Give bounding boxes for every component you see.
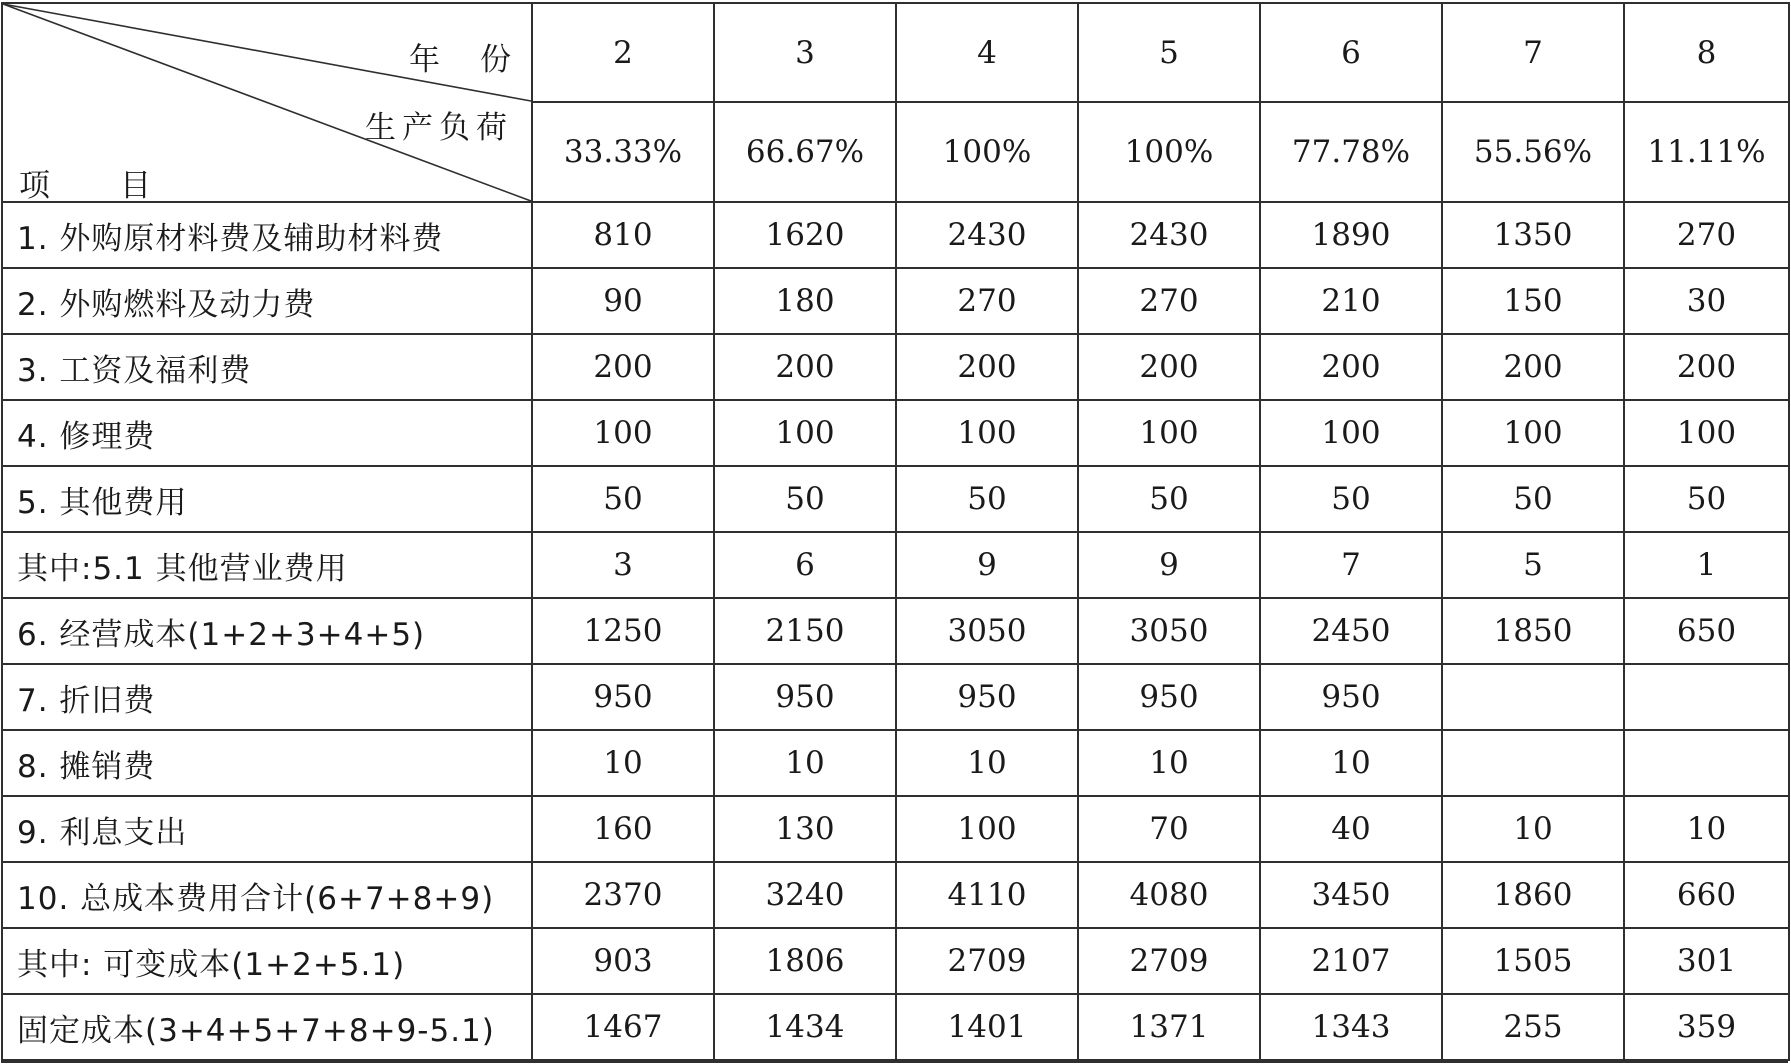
value-cell: 255 xyxy=(1442,994,1624,1060)
value-cell: 100 xyxy=(1078,400,1260,466)
value-cell: 2430 xyxy=(1078,202,1260,268)
table-row xyxy=(2,598,1789,664)
value-cell: 70 xyxy=(1078,796,1260,862)
value-cell xyxy=(1442,664,1624,730)
table-row xyxy=(2,928,1789,994)
value-cell: 200 xyxy=(1442,334,1624,400)
value-cell: 40 xyxy=(1260,796,1442,862)
value-cell: 50 xyxy=(1260,466,1442,532)
row-label: 6. 经营成本(1+2+3+4+5) xyxy=(2,598,532,664)
value-cell: 90 xyxy=(532,268,714,334)
value-cell: 9 xyxy=(896,532,1078,598)
row-label: 8. 摊销费 xyxy=(2,730,532,796)
row-label: 其中: 可变成本(1+2+5.1) xyxy=(2,928,532,994)
table-row xyxy=(2,532,1789,598)
value-cell: 359 xyxy=(1624,994,1789,1060)
value-cell: 1250 xyxy=(532,598,714,664)
load-cell: 100% xyxy=(896,102,1078,202)
value-cell: 4110 xyxy=(896,862,1078,928)
value-cell: 270 xyxy=(896,268,1078,334)
value-cell: 650 xyxy=(1624,598,1789,664)
table-row xyxy=(2,268,1789,334)
value-cell: 1890 xyxy=(1260,202,1442,268)
table-row xyxy=(2,400,1789,466)
value-cell: 10 xyxy=(532,730,714,796)
value-cell: 7 xyxy=(1260,532,1442,598)
value-cell: 200 xyxy=(532,334,714,400)
value-cell: 4080 xyxy=(1078,862,1260,928)
value-cell: 950 xyxy=(896,664,1078,730)
table-row xyxy=(2,994,1789,1060)
value-cell: 10 xyxy=(896,730,1078,796)
value-cell: 200 xyxy=(1260,334,1442,400)
value-cell: 10 xyxy=(1078,730,1260,796)
value-cell: 1850 xyxy=(1442,598,1624,664)
value-cell: 210 xyxy=(1260,268,1442,334)
value-cell xyxy=(1624,664,1789,730)
load-cell: 77.78% xyxy=(1260,102,1442,202)
load-cell: 55.56% xyxy=(1442,102,1624,202)
value-cell: 3240 xyxy=(714,862,896,928)
value-cell: 950 xyxy=(532,664,714,730)
value-cell: 10 xyxy=(1442,796,1624,862)
value-cell: 660 xyxy=(1624,862,1789,928)
row-label: 9. 利息支出 xyxy=(2,796,532,862)
row-label: 5. 其他费用 xyxy=(2,466,532,532)
value-cell: 150 xyxy=(1442,268,1624,334)
value-cell: 903 xyxy=(532,928,714,994)
table-row xyxy=(2,796,1789,862)
value-cell: 50 xyxy=(1624,466,1789,532)
value-cell: 100 xyxy=(532,400,714,466)
value-cell: 2430 xyxy=(896,202,1078,268)
table-row xyxy=(2,466,1789,532)
value-cell: 950 xyxy=(1260,664,1442,730)
value-cell: 100 xyxy=(1260,400,1442,466)
value-cell xyxy=(1624,730,1789,796)
table-bottom-rule xyxy=(1,1059,1788,1063)
value-cell: 301 xyxy=(1624,928,1789,994)
year-cell: 6 xyxy=(1260,3,1442,102)
value-cell: 100 xyxy=(714,400,896,466)
value-cell: 1371 xyxy=(1078,994,1260,1060)
row-label: 3. 工资及福利费 xyxy=(2,334,532,400)
value-cell: 50 xyxy=(1442,466,1624,532)
value-cell xyxy=(1442,730,1624,796)
table-row xyxy=(2,862,1789,928)
value-cell: 2107 xyxy=(1260,928,1442,994)
value-cell: 200 xyxy=(1078,334,1260,400)
value-cell: 1505 xyxy=(1442,928,1624,994)
load-cell: 33.33% xyxy=(532,102,714,202)
load-cell: 11.11% xyxy=(1624,102,1789,202)
header-row-years xyxy=(2,3,1789,102)
value-cell: 100 xyxy=(896,796,1078,862)
value-cell: 3450 xyxy=(1260,862,1442,928)
year-cell: 4 xyxy=(896,3,1078,102)
value-cell: 2709 xyxy=(1078,928,1260,994)
total-cost-table xyxy=(1,2,1790,1061)
year-cell: 3 xyxy=(714,3,896,102)
value-cell: 950 xyxy=(714,664,896,730)
value-cell: 2709 xyxy=(896,928,1078,994)
value-cell: 50 xyxy=(1078,466,1260,532)
value-cell: 1434 xyxy=(714,994,896,1060)
value-cell: 3050 xyxy=(1078,598,1260,664)
row-label: 2. 外购燃料及动力费 xyxy=(2,268,532,334)
value-cell: 30 xyxy=(1624,268,1789,334)
row-label: 其中:5.1 其他营业费用 xyxy=(2,532,532,598)
row-label: 4. 修理费 xyxy=(2,400,532,466)
load-axis-label: 生产负荷 xyxy=(365,110,513,146)
value-cell: 100 xyxy=(1624,400,1789,466)
value-cell: 180 xyxy=(714,268,896,334)
value-cell: 1806 xyxy=(714,928,896,994)
row-label: 10. 总成本费用合计(6+7+8+9) xyxy=(2,862,532,928)
value-cell: 270 xyxy=(1624,202,1789,268)
value-cell: 1350 xyxy=(1442,202,1624,268)
value-cell: 1401 xyxy=(896,994,1078,1060)
row-label: 7. 折旧费 xyxy=(2,664,532,730)
value-cell: 1620 xyxy=(714,202,896,268)
value-cell: 6 xyxy=(714,532,896,598)
year-cell: 2 xyxy=(532,3,714,102)
value-cell: 160 xyxy=(532,796,714,862)
value-cell: 2370 xyxy=(532,862,714,928)
value-cell: 5 xyxy=(1442,532,1624,598)
value-cell: 3 xyxy=(532,532,714,598)
value-cell: 200 xyxy=(1624,334,1789,400)
year-cell: 5 xyxy=(1078,3,1260,102)
value-cell: 810 xyxy=(532,202,714,268)
value-cell: 10 xyxy=(714,730,896,796)
value-cell: 10 xyxy=(1624,796,1789,862)
value-cell: 1343 xyxy=(1260,994,1442,1060)
value-cell: 50 xyxy=(532,466,714,532)
value-cell: 10 xyxy=(1260,730,1442,796)
value-cell: 3050 xyxy=(896,598,1078,664)
item-axis-label: 项目 xyxy=(19,168,221,204)
row-label: 1. 外购原材料费及辅助材料费 xyxy=(2,202,532,268)
value-cell: 100 xyxy=(1442,400,1624,466)
value-cell: 50 xyxy=(714,466,896,532)
value-cell: 9 xyxy=(1078,532,1260,598)
value-cell: 1467 xyxy=(532,994,714,1060)
value-cell: 200 xyxy=(714,334,896,400)
table-row xyxy=(2,202,1789,268)
table-row xyxy=(2,334,1789,400)
table-row xyxy=(2,730,1789,796)
value-cell: 1860 xyxy=(1442,862,1624,928)
year-cell: 7 xyxy=(1442,3,1624,102)
value-cell: 1 xyxy=(1624,532,1789,598)
row-label: 固定成本(3+4+5+7+8+9-5.1) xyxy=(2,994,532,1060)
value-cell: 2150 xyxy=(714,598,896,664)
corner-header-cell xyxy=(2,3,551,204)
value-cell: 950 xyxy=(1078,664,1260,730)
table-row xyxy=(2,664,1789,730)
value-cell: 50 xyxy=(896,466,1078,532)
load-cell: 66.67% xyxy=(714,102,896,202)
load-cell: 100% xyxy=(1078,102,1260,202)
year-cell: 8 xyxy=(1624,3,1789,102)
value-cell: 130 xyxy=(714,796,896,862)
value-cell: 200 xyxy=(896,334,1078,400)
value-cell: 270 xyxy=(1078,268,1260,334)
year-axis-label: 年份 xyxy=(409,42,551,78)
value-cell: 100 xyxy=(896,400,1078,466)
value-cell: 2450 xyxy=(1260,598,1442,664)
